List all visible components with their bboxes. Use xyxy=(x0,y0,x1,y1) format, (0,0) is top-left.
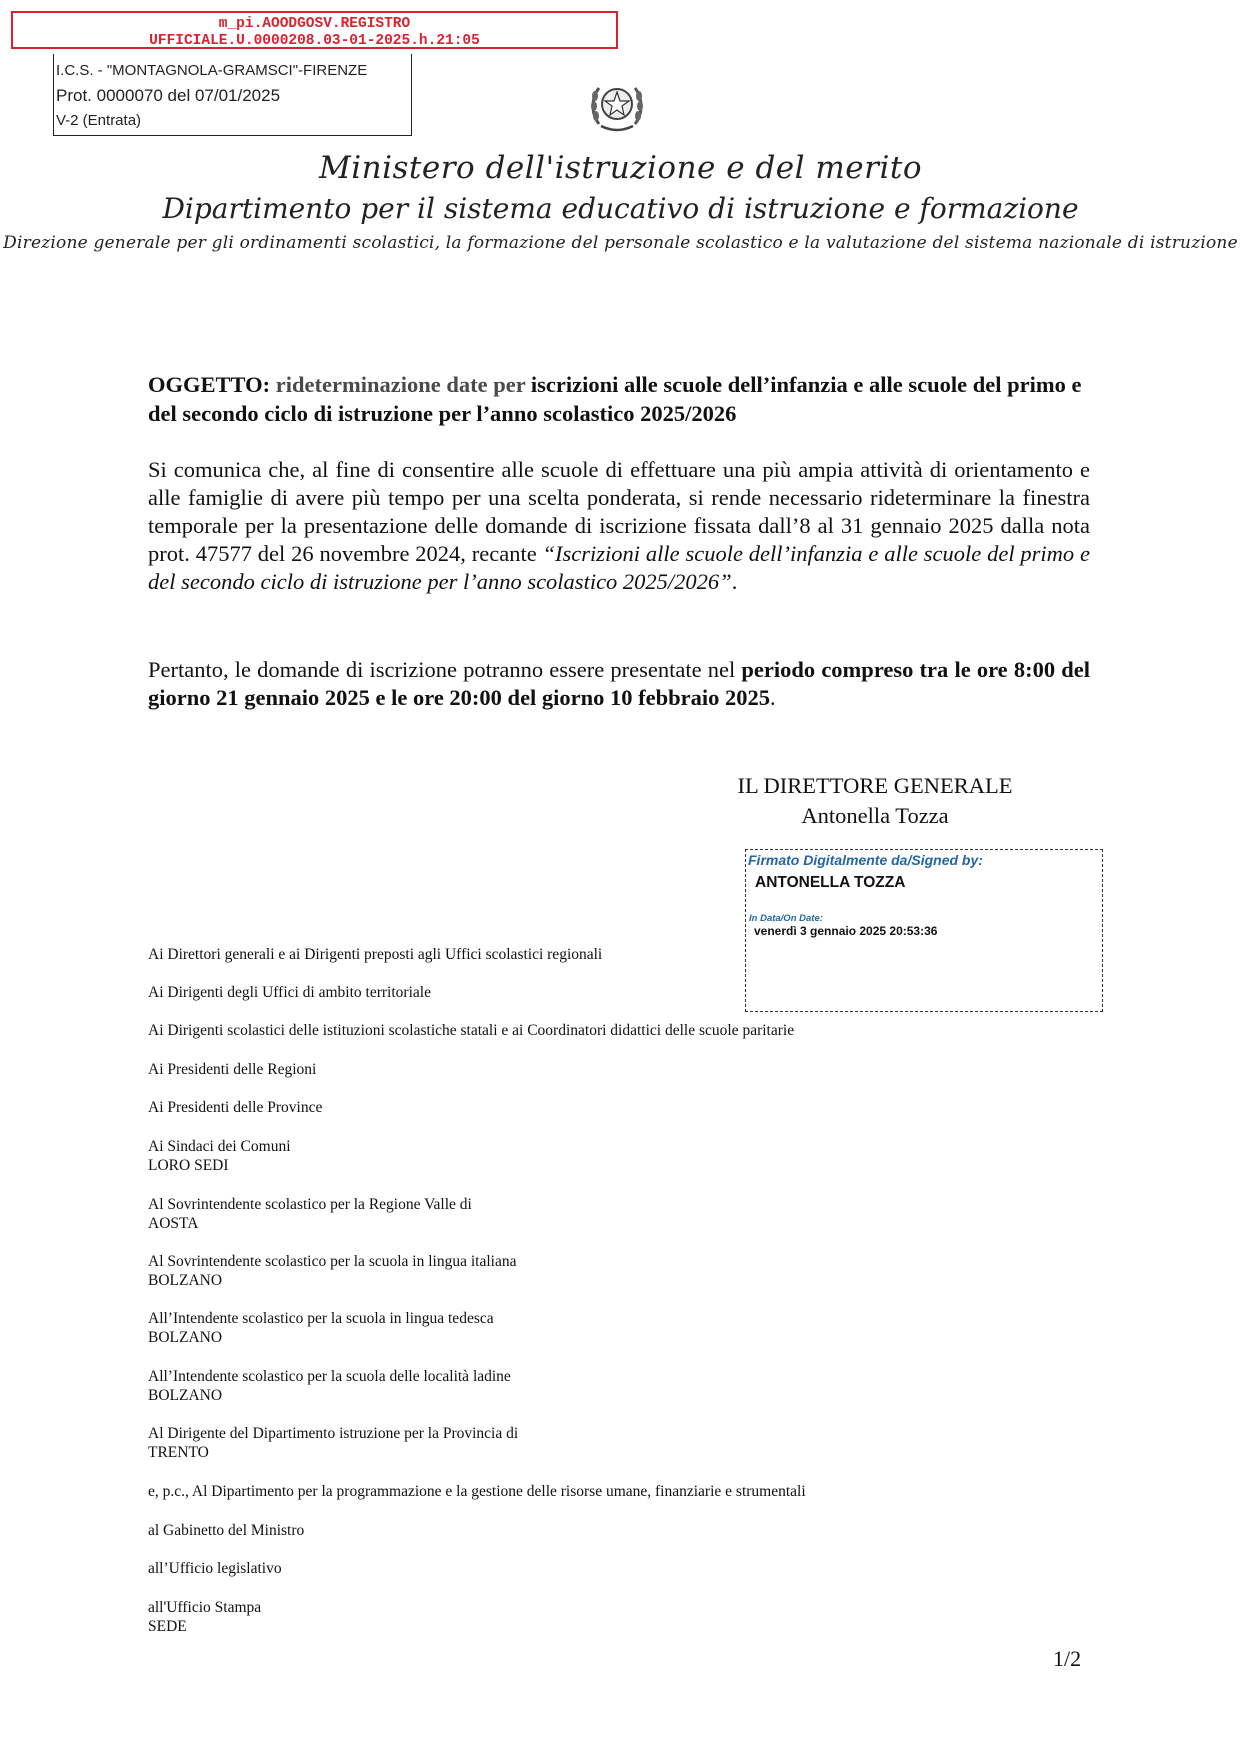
recipient-line: Al Sovrintendente scolastico per la Regione Valle di xyxy=(148,1196,472,1213)
recipient-line: Al Sovrintendente scolastico per la scuola in lingua italiana xyxy=(148,1253,517,1270)
p1-text: Si comunica che, al fine di consentire alle scuole di effettuare una più ampia attività di orientamento e alle famiglie di avere più tempo per una scelta ponderata, si rende necessario rideterminare la finestra temporale per la presentazione delle domande di iscrizione fissata dall’8 al 31 gennaio 2025 dalla nota prot. 47577 del 26 novembre 2024, recante xyxy=(148,457,1090,566)
republic-emblem-icon xyxy=(589,76,645,136)
p2-text: Pertanto, le domande di iscrizione potranno essere presentate nel xyxy=(148,657,736,682)
recipient-line: al Gabinetto del Ministro xyxy=(148,1522,305,1539)
recipient-line: Ai Dirigenti scolastici delle istituzioni scolastiche statali e ai Coordinatori didattici delle scuole paritarie xyxy=(148,1022,795,1039)
registry-stamp-line2: UFFICIALE.U.0000208.03-01-2025.h.21:05 xyxy=(149,33,480,49)
subject-muted: rideterminazione date per xyxy=(275,372,526,397)
signature-name: ANTONELLA TOZZA xyxy=(755,874,906,891)
recipient-line: Ai Dirigenti degli Uffici di ambito territoriale xyxy=(148,984,431,1001)
recipient-line: Al Dirigente del Dipartimento istruzione per la Provincia di xyxy=(148,1425,519,1442)
protocol-number: Prot. 0000070 del 07/01/2025 xyxy=(56,86,281,105)
directorate-title: Direzione generale per gli ordinamenti scolastici, la formazione del personale scolastico e la valutazione del sistema nazionale di istruzione xyxy=(3,233,1238,253)
signature-title: Firmato Digitalmente da/Signed by: xyxy=(748,852,983,868)
recipient-line: BOLZANO xyxy=(148,1329,223,1346)
recipient-line: Ai Presidenti delle Regioni xyxy=(148,1061,317,1078)
p2-end: . xyxy=(770,685,776,710)
page-number: 1/2 xyxy=(1053,1646,1082,1671)
recipient-line: Ai Presidenti delle Province xyxy=(148,1099,323,1116)
recipient-line: all'Ufficio Stampa xyxy=(148,1599,262,1616)
registry-stamp xyxy=(11,11,618,49)
recipient-line: LORO SEDI xyxy=(148,1157,229,1174)
recipient-line: AOSTA xyxy=(148,1215,199,1232)
subject-label: OGGETTO: xyxy=(148,372,271,397)
signatory-role: IL DIRETTORE GENERALE xyxy=(737,773,1013,798)
recipient-line: SEDE xyxy=(148,1618,187,1635)
registry-stamp-line1: m_pi.AOODGOSV.REGISTRO xyxy=(218,16,411,32)
digital-signature-box xyxy=(745,849,1103,1012)
recipient-line: Ai Direttori generali e ai Dirigenti preposti agli Uffici scolastici regionali xyxy=(148,946,603,963)
recipient-line: BOLZANO xyxy=(148,1387,223,1404)
signatory-name: Antonella Tozza xyxy=(801,803,949,828)
body-paragraph-1 xyxy=(148,456,1090,596)
recipient-line: All’Intendente scolastico per la scuola in lingua tedesca xyxy=(148,1310,494,1327)
signature-date: venerdì 3 gennaio 2025 20:53:36 xyxy=(754,924,938,938)
subject-text: iscrizioni alle scuole dell’infanzia e alle scuole del primo e del secondo ciclo di istruzione per l’anno scolastico 2025/2026 xyxy=(148,372,1082,426)
p1-end: . xyxy=(731,569,738,594)
subject xyxy=(148,370,1090,428)
recipient-line: all’Ufficio legislativo xyxy=(148,1560,282,1577)
signatory-block xyxy=(690,771,1060,831)
recipient-line: All’Intendente scolastico per la scuola delle località ladine xyxy=(148,1368,511,1385)
recipient-line: Ai Sindaci dei Comuni xyxy=(148,1138,291,1155)
p2-bold: periodo compreso tra le ore 8:00 del giorno 21 gennaio 2025 e le ore 20:00 del giorno 10 febbraio 2025 xyxy=(148,657,1090,710)
p1-quote: “Iscrizioni alle scuole dell’infanzia e alle scuole del primo e del secondo ciclo di istruzione per l’anno scolastico 2025/2026” xyxy=(148,541,1091,594)
protocol-school: I.C.S. - "MONTAGNOLA-GRAMSCI"-FIRENZE xyxy=(56,62,368,79)
signature-date-label: In Data/On Date: xyxy=(749,913,823,924)
protocol-class: V-2 (Entrata) xyxy=(56,112,142,129)
protocol-box xyxy=(53,54,412,136)
recipient-line: BOLZANO xyxy=(148,1272,223,1289)
department-title: Dipartimento per il sistema educativo di istruzione e formazione xyxy=(162,192,1079,225)
recipient-line: e, p.c., Al Dipartimento per la programmazione e la gestione delle risorse umane, finanziarie e strumentali xyxy=(148,1483,806,1500)
ministry-title: Ministero dell'istruzione e del merito xyxy=(318,150,923,186)
recipient-line: TRENTO xyxy=(148,1444,209,1461)
body-paragraph-2 xyxy=(148,656,1090,712)
